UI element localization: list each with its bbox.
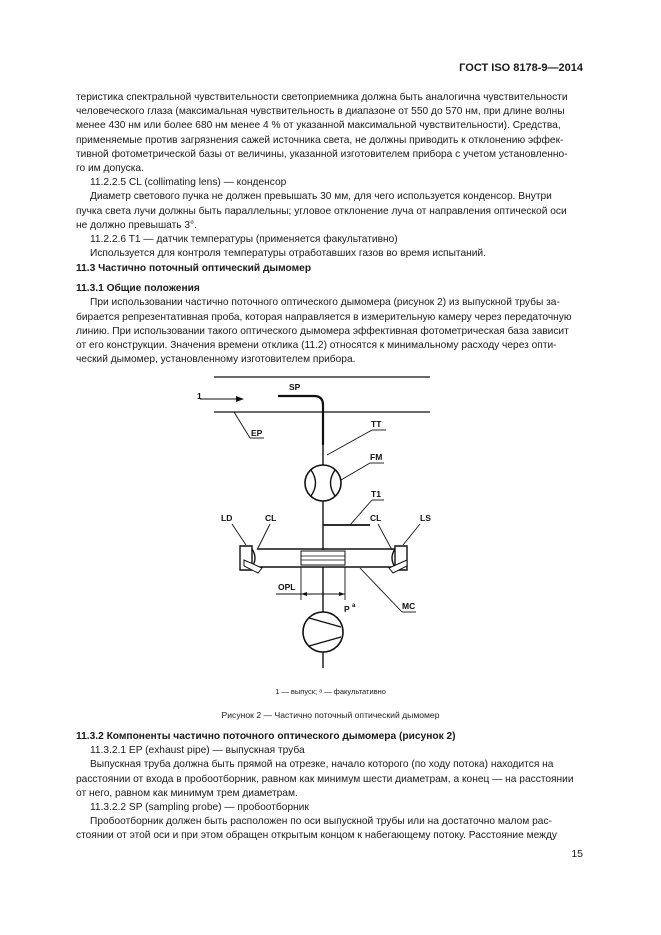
label-cl-right: CL: [370, 513, 382, 523]
paragraph-line: тивной фотометрической базы от величины, указанной изготовителем прибора с учетом установленно-: [76, 148, 568, 160]
paragraph-line: ческий дымомер, установленному изготовителем прибора.: [76, 354, 356, 366]
section-heading-11-3-2: 11.3.2 Компоненты частично поточного оптического дымомера (рисунок 2): [76, 731, 456, 742]
paragraph-line: применяемые против загрязнения сажей источника света, не должны приводить к отклонению эффек-: [76, 134, 564, 146]
paragraph-line: не должно превышать 3°.: [76, 219, 197, 231]
fm-leader: [341, 463, 370, 480]
paragraph-line: от него, равном как минимум трем диаметрам.: [76, 787, 298, 799]
section-heading-11-3-2-2: 11.3.2.2 SP (sampling probe) — пробоотборник: [90, 802, 309, 814]
page-number: 15: [571, 848, 583, 860]
paragraph-line: При использовании частично поточного оптического дымомера (рисунок 2) из выпускной трубы за-: [90, 297, 560, 309]
flow-arrow-head: [236, 396, 244, 402]
section-heading-11-2-2-5: 11.2.2.5 CL (collimating lens) — конденсор: [90, 177, 287, 189]
paragraph-line: Используется для контроля температуры отработавших газов во время испытаний.: [90, 248, 486, 260]
label-cl-left: CL: [265, 513, 277, 523]
label-ls: LS: [420, 513, 431, 523]
flow-meter-symbol: [305, 465, 341, 501]
paragraph-line: Пробоотборник должен быть расположен по оси выпускной трубы или на достаточно малом рас-: [90, 816, 552, 828]
label-fm: FM: [370, 452, 383, 462]
cl-left-leader: [257, 524, 270, 550]
paragraph-line: пучка света лучи должны быть параллельны; угловое отклонение луча от направления оптической оси: [76, 205, 567, 217]
measuring-chamber-inner: [301, 551, 345, 565]
section-heading-11-2-2-6: 11.2.2.6 T1 — датчик температуры (применяется факультативно): [90, 234, 398, 246]
label-t1: T1: [371, 489, 381, 499]
figure-legend: 1 — выпуск; ᵃ — факультативно: [275, 687, 386, 696]
paragraph-line: Выпускная труба должна быть прямой на отрезке, начало которого (по ходу потока) находится на: [90, 759, 554, 771]
label-p-superscript: a: [352, 603, 356, 609]
figure-partial-flow-opacimeter: [0, 370, 661, 690]
ls-leader: [403, 524, 420, 545]
paragraph-line: расстоянии от входа в пробоотборник, равном как минимум шести диаметрам, а конец — на расстоянии: [76, 773, 574, 785]
label-opl: OPL: [278, 582, 296, 592]
text-block-11-3-2: [76, 730, 584, 844]
paragraph-line: бирается репрезентативная проба, которая направляется в измерительную камеру через передаточную: [76, 311, 572, 323]
label-1: 1: [197, 391, 202, 401]
tt-leader: [327, 430, 372, 455]
label-tt: TT: [371, 419, 382, 429]
text-block-top: [76, 91, 584, 261]
ep-leader: [234, 412, 250, 438]
paragraph-line: стоянии от этой оси и при этом обращен открытым концом к набегающему потоку. Расстояние между: [76, 830, 558, 842]
text-block-11-3: [76, 262, 584, 367]
figure-caption: Рисунок 2 — Частично поточный оптический дымомер: [221, 710, 440, 720]
label-ep: EP: [251, 428, 263, 438]
document-header: ГОСТ ISO 8178-9—2014: [459, 62, 583, 74]
section-heading-11-3-2-1: 11.3.2.1 EP (exhaust pipe) — выпускная труба: [90, 745, 305, 757]
label-p: P: [344, 604, 350, 614]
section-heading-11-3: 11.3 Частично поточный оптический дымомер: [76, 263, 312, 274]
paragraph-line: от его конструкции. Значения времени отклика (11.2) относятся к минимальному расходу через опти-: [76, 340, 557, 352]
cl-right-leader: [378, 524, 392, 550]
paragraph-line: менее 430 нм или более 680 нм менее 4 % от указанной максимальной чувствительности). Средства,: [76, 120, 561, 132]
section-heading-11-3-1: 11.3.1 Общие положения: [76, 283, 200, 295]
paragraph-line: человеческого глаза (максимальная чувствительность в диапазоне от 550 до 570 нм, при длине волны: [76, 106, 565, 118]
paragraph-line: теристика спектральной чувствительности светоприемника должна быть аналогична чувствительности: [76, 92, 568, 103]
paragraph-line: го им допуска.: [76, 163, 144, 175]
paragraph-line: Диаметр светового пучка не должен превышать 30 мм, для чего используется конденсор. Внутри: [90, 191, 552, 203]
label-sp: SP: [289, 382, 301, 392]
label-ld: LD: [221, 513, 233, 523]
paragraph-line: линию. При использовании такого оптического дымомера эффективная фотометрическая база зависит: [76, 325, 569, 337]
mc-leader: [360, 568, 402, 612]
ld-leader: [232, 524, 246, 545]
label-mc: MC: [402, 601, 416, 611]
sampling-probe: [278, 396, 323, 445]
